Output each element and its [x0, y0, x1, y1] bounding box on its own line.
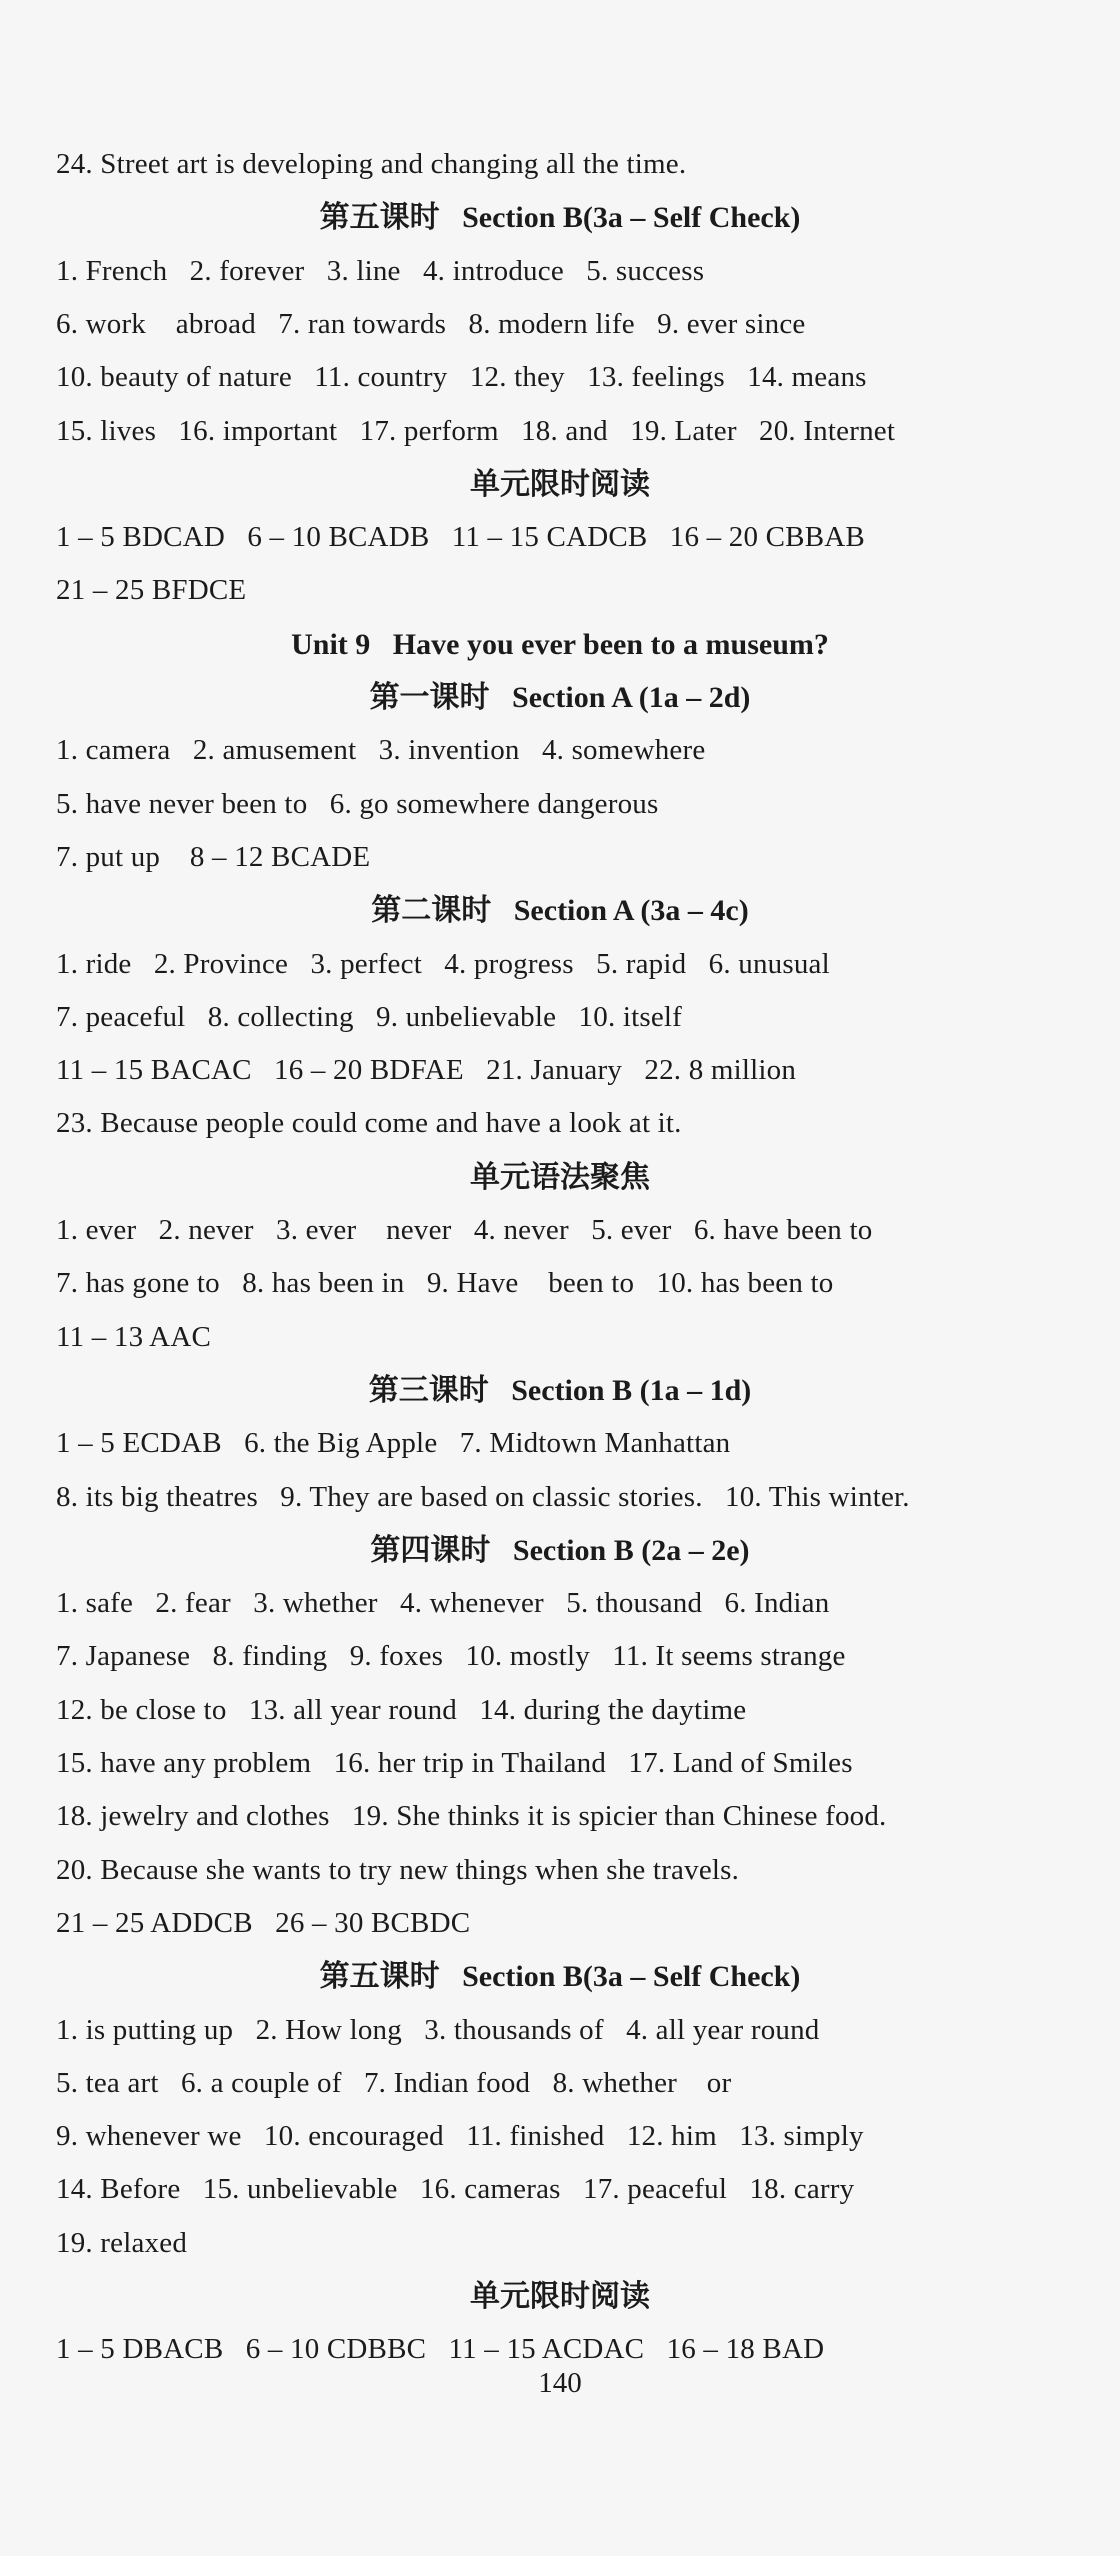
answer-line: 10. beauty of nature 11. country 12. they 13. feelings 14. means [56, 361, 867, 393]
answer-line: 1. is putting up 2. How long 3. thousands of 4. all year round [56, 2014, 820, 2046]
answer-line: 7. has gone to 8. has been in 9. Have been to 10. has been to [56, 1267, 834, 1299]
section-heading: 单元限时阅读 [470, 468, 650, 501]
answer-line: 15. lives 16. important 17. perform 18. and 19. Later 20. Internet [56, 415, 896, 447]
answer-line: 1. camera 2. amusement 3. invention 4. somewhere [56, 734, 706, 766]
answer-line: 7. Japanese 8. finding 9. foxes 10. mostly 11. It seems strange [56, 1640, 846, 1672]
answer-line: 21 – 25 BFDCE [56, 574, 247, 606]
answer-line: 19. relaxed [56, 2227, 188, 2259]
section-heading: 第三课时 Section B (1a – 1d) [368, 1374, 752, 1407]
answer-line: 24. Street art is developing and changing all the time. [56, 148, 687, 180]
answer-line: 21 – 25 ADDCB 26 – 30 BCBDC [56, 1907, 471, 1939]
answer-line: 1. safe 2. fear 3. whether 4. whenever 5. thousand 6. Indian [56, 1587, 830, 1619]
answer-line: 15. have any problem 16. her trip in Thailand 17. Land of Smiles [56, 1747, 853, 1779]
section-heading: 第二课时 Section A (3a – 4c) [371, 894, 749, 927]
section-heading: 第一课时 Section A (1a – 2d) [369, 681, 751, 714]
section-heading: 第四课时 Section B (2a – 2e) [370, 1534, 750, 1567]
answer-line: 23. Because people could come and have a look at it. [56, 1107, 682, 1139]
answer-line: 18. jewelry and clothes 19. She thinks it is spicier than Chinese food. [56, 1800, 887, 1832]
answer-line: 7. peaceful 8. collecting 9. unbelievable 10. itself [56, 1001, 683, 1033]
answer-line: 11 – 13 AAC [56, 1321, 212, 1353]
section-heading: 单元限时阅读 [470, 2280, 650, 2313]
answer-line: 5. tea art 6. a couple of 7. Indian food 8. whether or [56, 2067, 732, 2099]
answer-line: 9. whenever we 10. encouraged 11. finished 12. him 13. simply [56, 2120, 864, 2152]
section-heading: 第五课时 Section B(3a – Self Check) [319, 201, 801, 234]
answer-line: 14. Before 15. unbelievable 16. cameras 17. peaceful 18. carry [56, 2173, 855, 2205]
answer-line: 1 – 5 BDCAD 6 – 10 BCADB 11 – 15 CADCB 16 – 20 CBBAB [56, 521, 865, 553]
answer-line: 1. ever 2. never 3. ever never 4. never 5. ever 6. have been to [56, 1214, 873, 1246]
answer-line: 1. ride 2. Province 3. perfect 4. progress 5. rapid 6. unusual [56, 948, 830, 980]
section-heading: 单元语法聚焦 [470, 1161, 650, 1194]
section-heading: 第五课时 Section B(3a – Self Check) [319, 1960, 801, 1993]
answer-line: 12. be close to 13. all year round 14. during the daytime [56, 1694, 747, 1726]
answer-line: 1. French 2. forever 3. line 4. introduce 5. success [56, 255, 705, 287]
answer-line: 1 – 5 ECDAB 6. the Big Apple 7. Midtown Manhattan [56, 1427, 731, 1459]
answer-line: 20. Because she wants to try new things when she travels. [56, 1854, 740, 1886]
page-number: 140 [538, 2367, 582, 2399]
answer-line: 1 – 5 DBACB 6 – 10 CDBBC 11 – 15 ACDAC 16 – 18 BAD [56, 2333, 825, 2365]
answer-line: 11 – 15 BACAC 16 – 20 BDFAE 21. January 22. 8 million [56, 1054, 797, 1086]
answer-line: 8. its big theatres 9. They are based on classic stories. 10. This winter. [56, 1481, 910, 1513]
answer-line: 7. put up 8 – 12 BCADE [56, 841, 371, 873]
answer-line: 6. work abroad 7. ran towards 8. modern life 9. ever since [56, 308, 806, 340]
answer-line: 5. have never been to 6. go somewhere dangerous [56, 788, 659, 820]
section-heading: Unit 9 Have you ever been to a museum? [291, 628, 829, 661]
